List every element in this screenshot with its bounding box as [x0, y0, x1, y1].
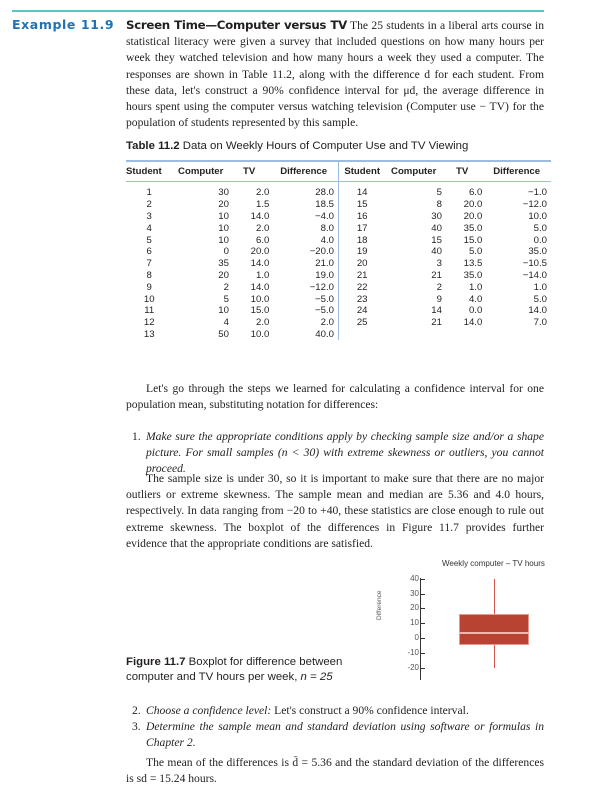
cell-computer: 10 — [218, 305, 229, 317]
col-header-student-2: Student — [338, 161, 385, 182]
cell-difference: 19.0 — [315, 269, 334, 281]
col-header-tv-2: TV — [455, 165, 469, 177]
cell-computer: 4 — [223, 317, 229, 329]
cell-tv: 20.0 — [250, 246, 270, 258]
cell-difference: 21.0 — [315, 258, 334, 270]
y-tick-label: 0 — [414, 633, 419, 642]
cell-difference: 18.5 — [315, 199, 334, 211]
upper-whisker — [494, 579, 495, 614]
cell-computer: 9 — [436, 293, 442, 305]
cell-tv — [442, 329, 482, 341]
figure-caption-n: n = 25 — [300, 671, 333, 683]
cell-computer: 40 — [431, 222, 442, 234]
cell-student: 8 — [146, 269, 152, 281]
cell-computer: 50 — [218, 328, 229, 340]
cell-student: 16 — [338, 211, 385, 223]
y-tick-label: -10 — [407, 647, 419, 657]
table-caption — [126, 140, 468, 152]
cell-difference: 4.0 — [320, 234, 334, 246]
cell-difference: 5.0 — [533, 293, 547, 305]
step-text: Determine the sample mean and standard deviation using software or formulas in Chapter 2. — [146, 720, 544, 750]
cell-tv: 14.0 — [250, 258, 270, 270]
cell-tv: 20.0 — [463, 210, 483, 222]
cell-difference: 0.0 — [533, 234, 547, 246]
cell-computer: 0 — [223, 246, 229, 258]
paragraph-text: The mean of the differences is d̄ = 5.36 and the standard deviation of the differences is sd = 15.24 hours. — [126, 756, 544, 786]
table-number: Table 11.2 — [126, 140, 180, 152]
cell-computer: 5 — [223, 293, 229, 305]
cell-student: 17 — [338, 222, 385, 234]
cell-tv: 2.0 — [255, 317, 270, 329]
cell-student: 18 — [338, 234, 385, 246]
cell-computer: 21 — [431, 317, 442, 329]
example-intro — [126, 17, 544, 131]
y-tick — [421, 594, 425, 595]
cell-difference: −12.0 — [309, 281, 334, 293]
cell-tv: 1.0 — [255, 269, 270, 281]
cell-tv: 20.0 — [463, 199, 483, 211]
col-header-computer-2: Computer — [391, 165, 437, 177]
y-tick — [421, 608, 425, 609]
cell-student: 19 — [338, 246, 385, 258]
cell-difference: 5.0 — [533, 222, 547, 234]
table-body — [126, 182, 551, 341]
iqr-box — [459, 614, 529, 645]
cell-difference: −5.0 — [315, 305, 334, 317]
table-row — [126, 329, 551, 341]
cell-tv: 6.0 — [468, 187, 483, 199]
figure-caption-text: Boxplot for difference between computer and TV hours per week, — [126, 656, 343, 683]
cell-tv: 15.0 — [250, 305, 270, 317]
cell-computer — [385, 329, 442, 341]
table-row — [126, 317, 551, 329]
chart-title: Weekly computer – TV hours — [442, 559, 545, 568]
cell-tv: 2.0 — [255, 187, 270, 199]
cell-tv: 10.0 — [250, 328, 270, 340]
cell-difference: 8.0 — [320, 222, 334, 234]
cell-computer: 8 — [436, 199, 442, 211]
cell-tv: 13.5 — [463, 258, 483, 270]
cell-computer: 35 — [218, 258, 229, 270]
y-tick — [421, 623, 425, 624]
y-tick-label: 40 — [410, 573, 419, 583]
cell-difference: 40.0 — [315, 328, 334, 340]
cell-difference: 14.0 — [528, 305, 547, 317]
cell-student: 15 — [338, 199, 385, 211]
col-header-student: Student — [126, 165, 162, 177]
step-2 — [132, 703, 544, 719]
cell-student: 3 — [146, 210, 152, 222]
figure-caption — [126, 655, 366, 685]
table-header-row — [126, 161, 551, 182]
cell-student: 13 — [143, 328, 155, 340]
col-header-computer: Computer — [178, 165, 224, 177]
example-label: Example 11.9 — [12, 17, 115, 32]
step-number: 2. — [132, 704, 141, 717]
step-number: 1. — [132, 430, 141, 443]
cell-computer: 2 — [436, 281, 442, 293]
cell-computer: 40 — [431, 246, 442, 258]
cell-tv: 1.5 — [255, 199, 270, 211]
cell-student: 22 — [338, 281, 385, 293]
cell-computer: 10 — [218, 210, 229, 222]
paragraph-mean-sd — [126, 755, 544, 787]
cell-difference: −5.0 — [315, 293, 334, 305]
cell-student: 20 — [338, 258, 385, 270]
cell-difference: 28.0 — [315, 187, 334, 199]
cell-tv: 5.0 — [468, 246, 483, 258]
cell-difference: −14.0 — [522, 269, 547, 281]
cell-student: 6 — [146, 246, 152, 258]
cell-student: 24 — [338, 305, 385, 317]
cell-difference: −12.0 — [522, 199, 547, 211]
y-tick — [421, 653, 425, 654]
cell-computer: 10 — [218, 222, 229, 234]
step-text-italic: Choose a confidence level: — [146, 704, 272, 717]
cell-tv: 10.0 — [250, 293, 270, 305]
cell-computer: 20 — [218, 199, 229, 211]
median-line — [459, 632, 529, 634]
cell-student: 21 — [338, 270, 385, 282]
cell-tv: 15.0 — [463, 234, 483, 246]
cell-student: 9 — [146, 281, 152, 293]
lower-whisker — [494, 645, 495, 667]
cell-student: 14 — [338, 182, 385, 199]
table-row — [126, 182, 551, 199]
y-tick-label: 10 — [410, 618, 419, 628]
cell-computer: 10 — [218, 234, 229, 246]
cell-computer: 15 — [431, 234, 442, 246]
cell-computer: 5 — [436, 187, 442, 199]
cell-difference: 10.0 — [528, 210, 547, 222]
cell-student: 7 — [146, 258, 152, 270]
paragraph-sample-size — [126, 471, 544, 552]
col-header-tv: TV — [243, 165, 256, 177]
table-row — [126, 281, 551, 293]
step-number: 3. — [132, 720, 141, 733]
step-text: Let's construct a 90% confidence interval. — [271, 704, 469, 717]
table-caption-text: Data on Weekly Hours of Computer Use and TV Viewing — [179, 140, 469, 152]
figure-number: Figure 11.7 — [126, 656, 186, 668]
cell-computer: 2 — [223, 281, 229, 293]
cell-tv: 14.0 — [463, 317, 483, 329]
y-tick-label: 20 — [410, 603, 419, 613]
step-text: Make sure the appropriate conditions apply by checking sample size and/or a shape picture. For small samples (n < 30) with extreme skewness or outliers, you cannot proceed. — [146, 430, 544, 476]
cell-tv: 14.0 — [250, 210, 270, 222]
table-row — [126, 270, 551, 282]
cell-computer: 30 — [431, 210, 442, 222]
cell-difference: −4.0 — [315, 210, 334, 222]
cell-difference: 35.0 — [528, 246, 547, 258]
step-3 — [132, 719, 544, 751]
cell-student: 11 — [144, 305, 155, 317]
table-row — [126, 246, 551, 258]
example-title: Screen Time—Computer versus TV — [126, 18, 347, 32]
cell-tv: 2.0 — [255, 222, 270, 234]
cell-tv: 1.0 — [468, 281, 483, 293]
cell-computer: 30 — [218, 187, 229, 199]
cell-student: 10 — [143, 293, 155, 305]
table-row — [126, 211, 551, 223]
chart-y-label: Difference — [376, 590, 383, 620]
cell-tv: 14.0 — [250, 281, 270, 293]
table-row — [126, 293, 551, 305]
cell-student: 4 — [146, 222, 152, 234]
cell-difference: 7.0 — [533, 317, 547, 329]
y-tick-label: 30 — [410, 588, 419, 598]
table-row — [126, 199, 551, 211]
table-row — [126, 234, 551, 246]
cell-difference: −1.0 — [528, 187, 547, 199]
cell-student: 12 — [143, 317, 155, 329]
cell-difference: 1.0 — [533, 281, 547, 293]
cell-tv: 35.0 — [463, 269, 483, 281]
y-tick-label: -20 — [407, 662, 419, 672]
table-row — [126, 258, 551, 270]
y-tick — [421, 638, 425, 639]
cell-student: 5 — [146, 234, 152, 246]
cell-tv: 35.0 — [463, 222, 483, 234]
cell-tv: 4.0 — [468, 293, 483, 305]
table-row — [126, 305, 551, 317]
table-row — [126, 222, 551, 234]
paragraph-text: The sample size is under 30, so it is important to make sure that there are no major outliers or extreme skewness. The sample mean and median are 5.36 and 4.0 hours, respectively. In data ranging from −20 to +40, these statistics are close enough to rule out extreme skewness. The boxplot of the differences in Figure 11.7 provides further evidence that the appropriate conditions are satisfied. — [126, 472, 544, 550]
cell-difference: −10.5 — [522, 258, 547, 270]
cell-tv: 6.0 — [255, 234, 270, 246]
y-tick — [421, 579, 425, 580]
cell-student: 25 — [338, 317, 385, 329]
cell-student: 1 — [146, 187, 152, 199]
col-header-difference: Difference — [280, 165, 328, 177]
cell-computer: 20 — [218, 269, 229, 281]
cell-computer: 3 — [436, 258, 442, 270]
example-text: The 25 students in a liberal arts course in statistical literacy were given a survey that included questions on how many hours per week they watched television and how many hours a week they used a computer. The responses are shown in Table 11.2, along with the difference d for each student. From these data, let's construct a 90% confidence interval for μd, the average difference in hours spent using the computer versus watching television (Computer use − TV) for the population of students represented by this sample. — [126, 19, 544, 130]
cell-tv: 0.0 — [468, 305, 483, 317]
col-header-difference-2: Difference — [493, 165, 541, 177]
data-table — [126, 160, 551, 340]
cell-difference — [482, 329, 551, 341]
paragraph-steps-intro — [126, 381, 544, 413]
cell-student — [338, 329, 385, 341]
cell-computer: 14 — [431, 305, 442, 317]
cell-student: 23 — [338, 293, 385, 305]
cell-difference: −20.0 — [309, 246, 334, 258]
cell-difference: 2.0 — [320, 317, 334, 329]
top-rule — [12, 10, 544, 12]
paragraph-text: Let's go through the steps we learned for calculating a confidence interval for one population mean, substituting notation for differences: — [126, 382, 544, 412]
cell-student: 2 — [146, 199, 152, 211]
cell-computer: 21 — [431, 269, 442, 281]
y-tick — [421, 668, 425, 669]
